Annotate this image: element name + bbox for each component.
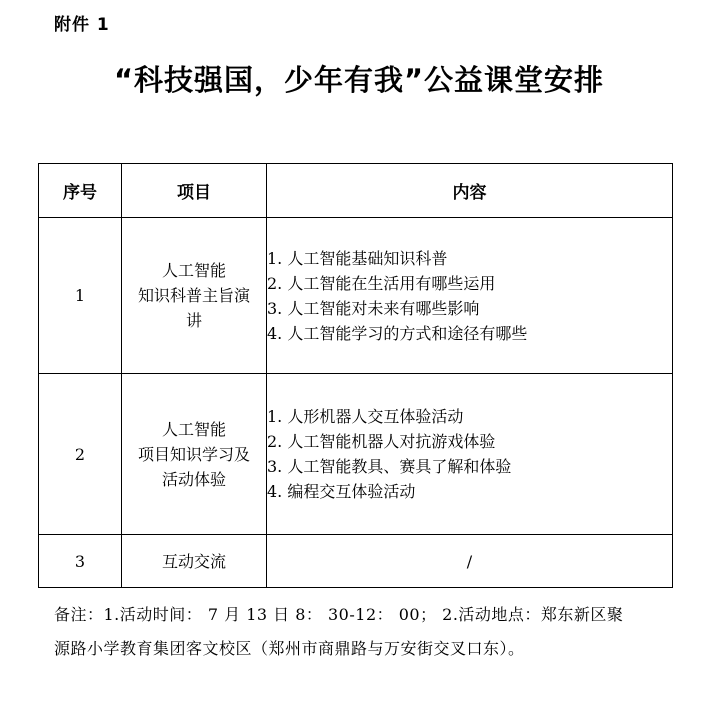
row-number: 1: [39, 218, 122, 374]
attachment-label: 附件 1: [54, 15, 110, 35]
table-row: [39, 374, 673, 535]
table-row: [39, 218, 673, 374]
content-line: /: [466, 551, 473, 571]
schedule-table: [38, 163, 673, 588]
row-content: [267, 374, 673, 535]
row-content: [267, 535, 673, 588]
note-line: 源路小学教育集团客文校区（郑州市商鼎路与万安街交叉口东）。: [54, 639, 525, 658]
item-line: 人工智能: [161, 261, 226, 280]
content-line: 2. 人工智能机器人对抗游戏体验: [267, 432, 496, 451]
row-item: [122, 374, 267, 535]
content-line: 3. 人工智能对未来有哪些影响: [267, 298, 480, 318]
table-header-row: [39, 164, 673, 218]
table-row: [39, 535, 673, 588]
row-content: [267, 218, 673, 374]
content-line: 4. 人工智能学习的方式和途径有哪些: [267, 323, 528, 343]
content-line: 1. 人工智能基础知识科普: [267, 248, 448, 268]
item-line: 项目知识学习及: [137, 444, 250, 464]
page-title: “科技强国，少年有我”公益课堂安排: [113, 63, 605, 97]
content-line: 1. 人形机器人交互体验活动: [267, 407, 464, 426]
row-number: 2: [39, 374, 122, 535]
item-line: 人工智能: [161, 419, 226, 439]
content-line: 3. 人工智能教具、赛具了解和体验: [267, 457, 512, 476]
content-line: 2. 人工智能在生活用有哪些运用: [267, 273, 496, 293]
header-item: 项目: [122, 164, 267, 218]
header-content: 内容: [267, 164, 673, 218]
content-line: 4. 编程交互体验活动: [267, 482, 416, 501]
item-line: 互动交流: [161, 551, 226, 571]
header-no: 序号: [39, 164, 122, 218]
row-number: 3: [39, 535, 122, 588]
item-line: 活动体验: [161, 469, 226, 489]
note: [54, 598, 674, 666]
row-item: [122, 535, 267, 588]
item-line: 知识科普主旨演: [137, 286, 250, 305]
note-line: 备注：1.活动时间： 7 月 13 日 8： 30-12： 00； 2.活动地点：郑东新区聚: [54, 605, 624, 624]
item-line: 讲: [185, 311, 202, 330]
row-item: [122, 218, 267, 374]
